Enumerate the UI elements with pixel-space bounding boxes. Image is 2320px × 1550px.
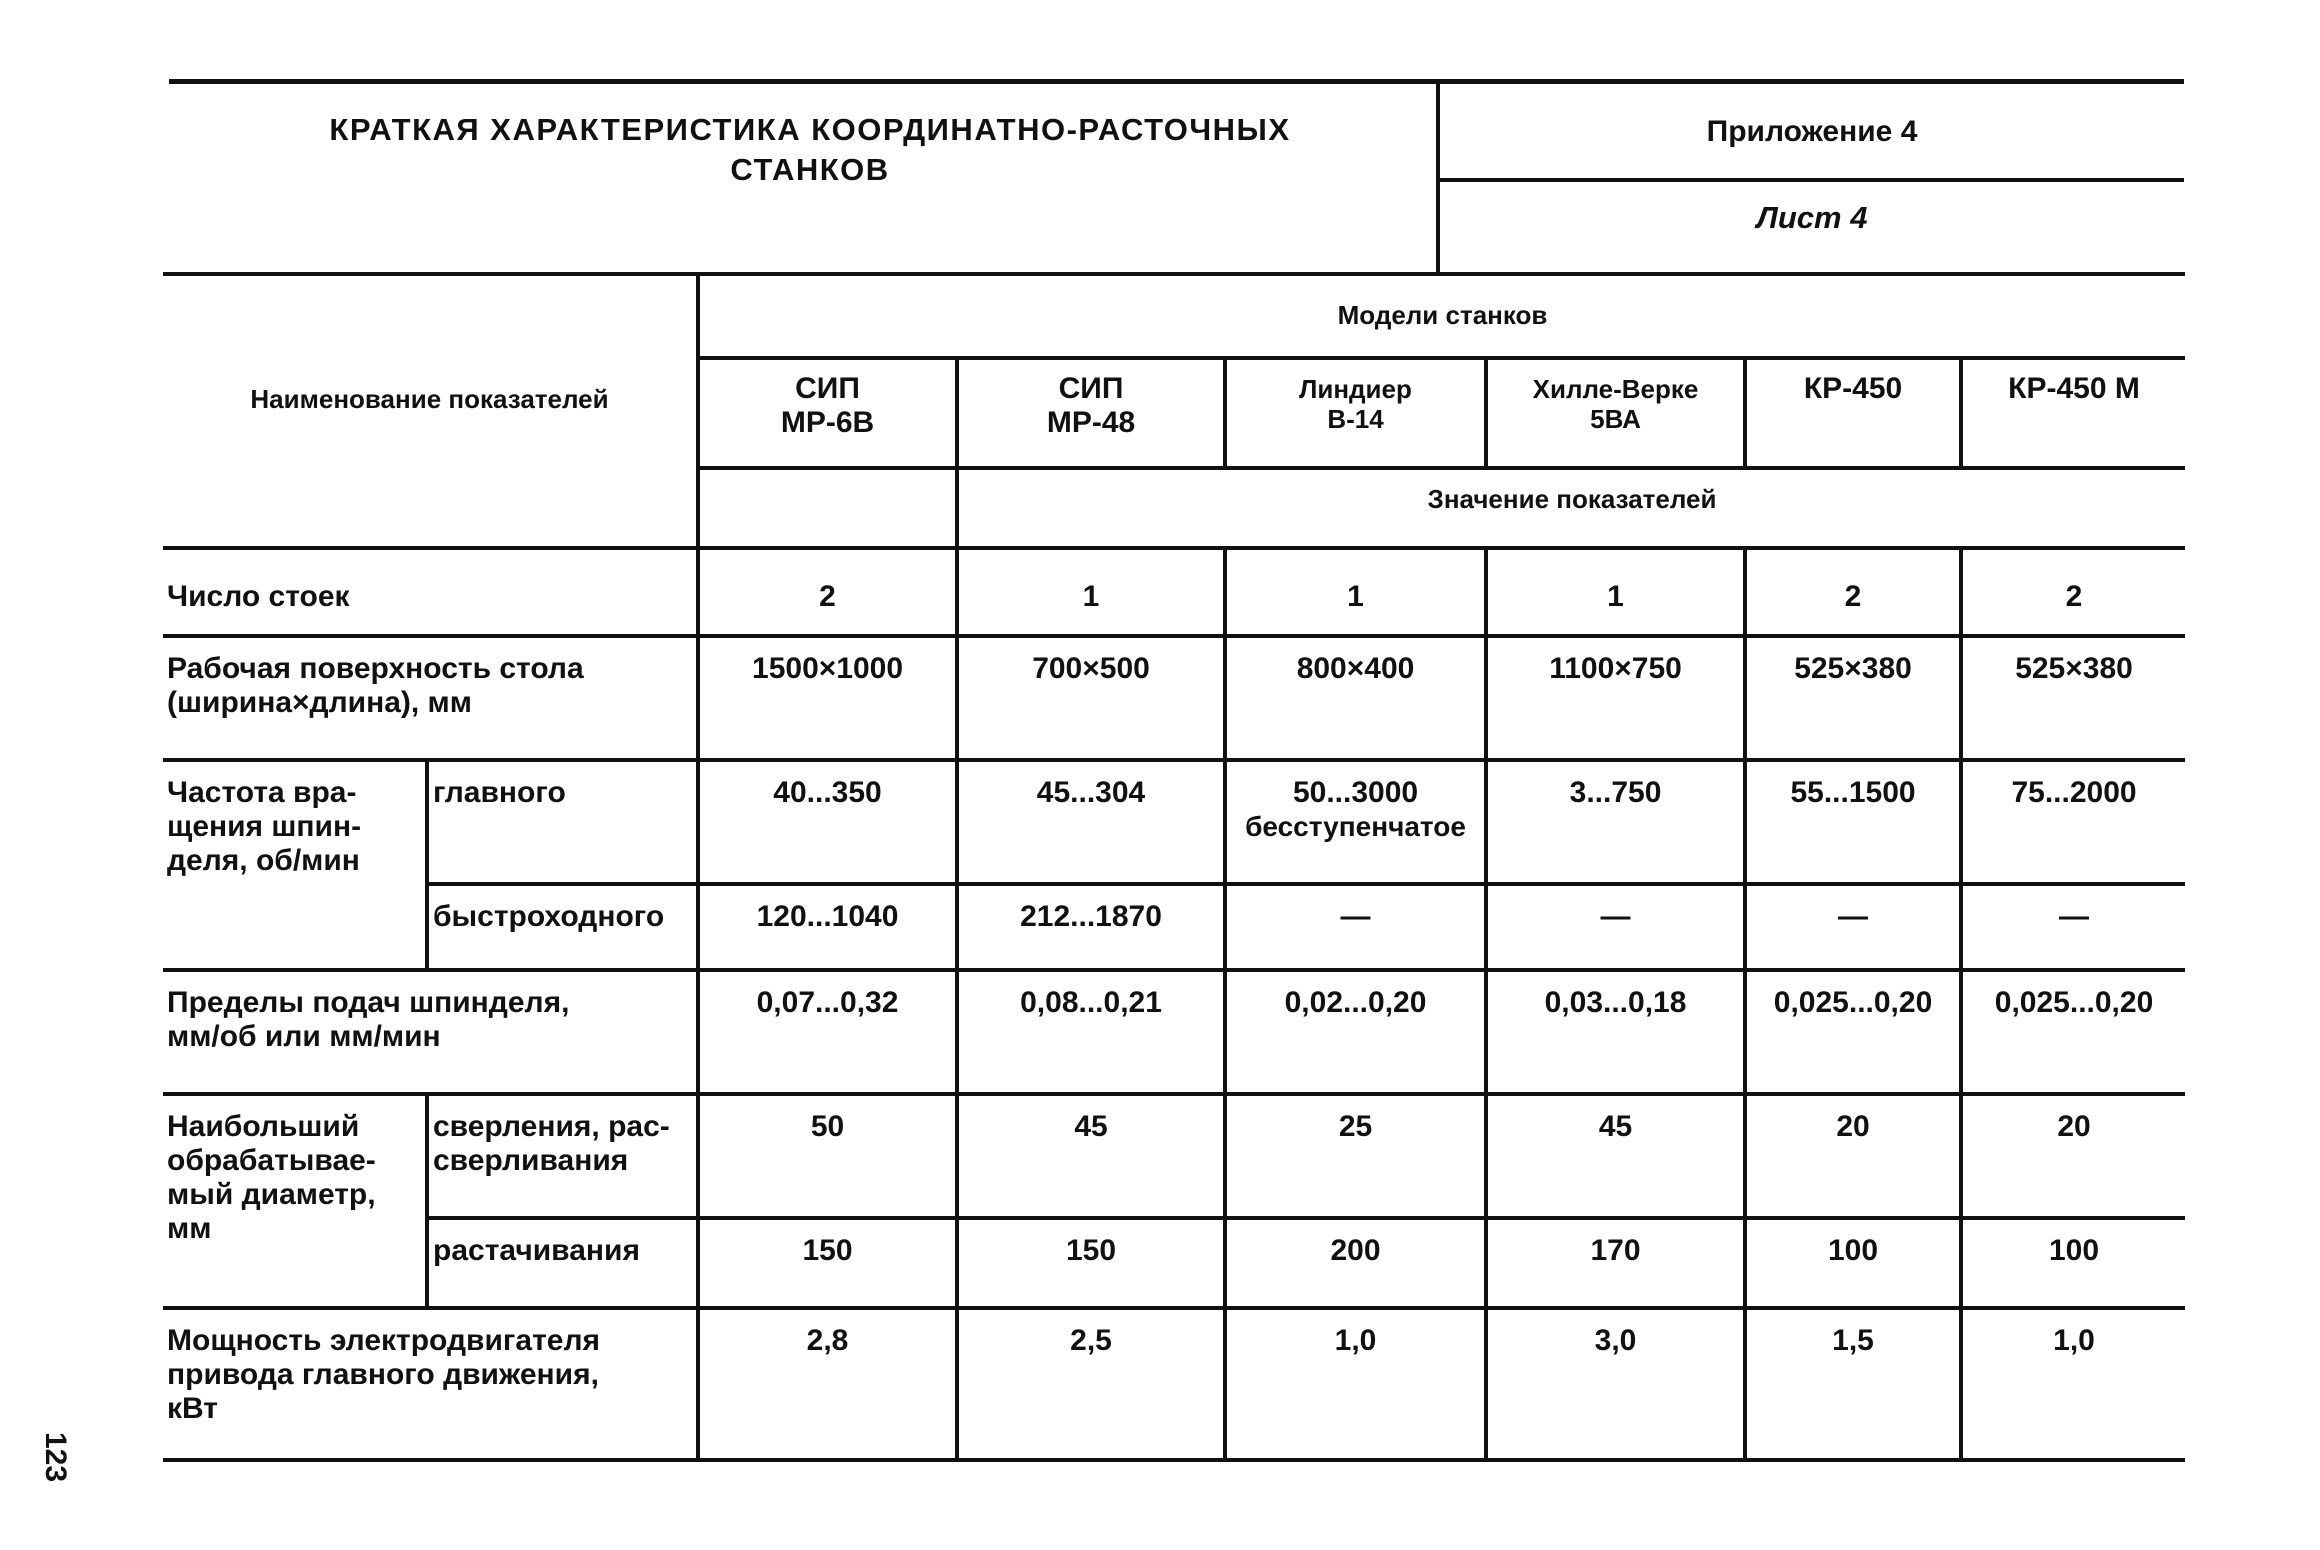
table-row [163, 548, 2185, 636]
model-cell [1486, 358, 1745, 468]
row-label-line: сверления, рас- [433, 1110, 670, 1143]
table-cell: 50 [698, 1094, 957, 1218]
table-row [163, 760, 2185, 884]
table-cell: 0,02...0,20 [1225, 970, 1486, 1094]
row-label-line: (ширина×длина), мм [167, 686, 472, 719]
model-cell [1225, 358, 1486, 468]
table-cell: 1100×750 [1486, 636, 1745, 760]
title-line-1: КРАТКАЯ ХАРАКТЕРИСТИКА КООРДИНАТНО-РАСТОЧНЫХ [329, 112, 1291, 147]
model-cell [957, 358, 1225, 468]
table-cell: 100 [1961, 1218, 2185, 1308]
table-cell: 0,07...0,32 [698, 970, 957, 1094]
table-cell: 200 [1225, 1218, 1486, 1308]
model-name: СИП [1058, 372, 1124, 405]
row-label-line: мм [167, 1212, 212, 1245]
row-label-line: Рабочая поверхность стола [167, 652, 584, 685]
table-cell: 25 [1225, 1094, 1486, 1218]
table-row [163, 884, 2185, 970]
sheet-label: Лист 4 [1756, 200, 1868, 235]
model-name: СИП [795, 372, 860, 405]
top-rule [169, 79, 2184, 84]
model-code: МР-6В [780, 406, 875, 439]
table-cell: 0,025...0,20 [1961, 970, 2185, 1094]
row-sublabel: растачивания [427, 1218, 698, 1308]
table-cell: 2 [1745, 548, 1961, 636]
row-label-line: деля, об/мин [167, 844, 360, 877]
row-label-line: мм/об или мм/мин [167, 1020, 441, 1053]
page-number: 123 [39, 1432, 72, 1483]
row-sublabel: главного [427, 760, 698, 884]
table-cell: 150 [957, 1218, 1225, 1308]
machine-spec-table [163, 272, 2185, 1462]
row-label-line: мый диаметр, [167, 1178, 376, 1211]
table-cell [1225, 760, 1486, 884]
table-cell: 1,0 [1961, 1308, 2185, 1460]
model-name: Хилле-Верке [1532, 374, 1699, 404]
table-cell: 212...1870 [957, 884, 1225, 970]
row-label-line: привода главного движения, [167, 1358, 599, 1391]
table-cell: 2,8 [698, 1308, 957, 1460]
row-label [163, 636, 698, 760]
table-cell: — [1486, 884, 1745, 970]
header-mid-rule [1440, 178, 2184, 182]
table-cell: 1 [1225, 548, 1486, 636]
table-row [163, 1308, 2185, 1460]
table-cell: 800×400 [1225, 636, 1486, 760]
row-group-label [163, 760, 427, 970]
row-label-line: сверливания [433, 1144, 629, 1177]
table-cell: 55...1500 [1745, 760, 1961, 884]
table-cell: 0,08...0,21 [957, 970, 1225, 1094]
table-cell: 40...350 [698, 760, 957, 884]
table-cell: 525×380 [1961, 636, 2185, 760]
model-cell [698, 358, 957, 468]
model-name: КР-450 [1803, 372, 1903, 405]
table-row [163, 970, 2185, 1094]
table-row [163, 1218, 2185, 1308]
table-header-row [163, 274, 2185, 358]
table-cell: 1 [957, 548, 1225, 636]
table-cell: 20 [1745, 1094, 1961, 1218]
table-row [163, 1094, 2185, 1218]
values-header: Значение показателей [957, 468, 2185, 548]
model-cell [1961, 358, 2185, 468]
table-cell: 150 [698, 1218, 957, 1308]
appendix-label: Приложение 4 [1706, 115, 1918, 148]
table-cell: — [1961, 884, 2185, 970]
table-cell: 0,03...0,18 [1486, 970, 1745, 1094]
table-cell: 525×380 [1745, 636, 1961, 760]
model-code: В-14 [1327, 404, 1384, 434]
model-cell [1745, 358, 1961, 468]
empty-header-cell [698, 468, 957, 548]
table-cell: 120...1040 [698, 884, 957, 970]
table-cell: 100 [1745, 1218, 1961, 1308]
row-sublabel: быстроходного [427, 884, 698, 970]
model-code: МР-48 [1046, 406, 1136, 439]
table-cell: 3...750 [1486, 760, 1745, 884]
table-cell: 1500×1000 [698, 636, 957, 760]
row-group-label [163, 1094, 427, 1308]
table-cell: 0,025...0,20 [1745, 970, 1961, 1094]
table-row [163, 636, 2185, 760]
table-cell: 2 [698, 548, 957, 636]
header-divider [1436, 79, 1440, 275]
table-cell: 75...2000 [1961, 760, 2185, 884]
row-label-line: щения шпин- [167, 810, 362, 843]
row-label-line: Частота вра- [167, 776, 357, 809]
title-line-2: СТАНКОВ [730, 152, 890, 187]
table-cell: 45 [957, 1094, 1225, 1218]
table-cell: 3,0 [1486, 1308, 1745, 1460]
table-cell: 1 [1486, 548, 1745, 636]
table-cell: 2 [1961, 548, 2185, 636]
table-cell: — [1225, 884, 1486, 970]
model-code: 5ВА [1590, 404, 1641, 434]
row-sublabel [427, 1094, 698, 1218]
models-header: Модели станков [698, 274, 2185, 358]
indicator-header: Наименование показателей [250, 384, 609, 414]
table-cell: 700×500 [957, 636, 1225, 760]
document-title [200, 110, 1420, 190]
table-cell: 20 [1961, 1094, 2185, 1218]
cell-note: бесступенчатое [1245, 811, 1466, 842]
table-cell: 1,0 [1225, 1308, 1486, 1460]
row-label [163, 1308, 698, 1460]
indicator-header-cell [163, 274, 698, 548]
table-cell: 1,5 [1745, 1308, 1961, 1460]
row-label [163, 970, 698, 1094]
table-cell: 170 [1486, 1218, 1745, 1308]
table-cell: — [1745, 884, 1961, 970]
row-label-line: Наибольший [167, 1110, 360, 1143]
row-label-line: кВт [167, 1392, 218, 1425]
cell-value: 50...3000 [1292, 776, 1419, 809]
row-label: Число стоек [163, 548, 698, 636]
table-cell: 45 [1486, 1094, 1745, 1218]
row-label-line: Пределы подач шпинделя, [167, 986, 570, 1019]
model-name: Линдиер [1299, 374, 1412, 404]
table-cell: 45...304 [957, 760, 1225, 884]
row-label-line: обрабатывае- [167, 1144, 376, 1177]
model-name: КР-450 М [2008, 372, 2140, 405]
table-cell: 2,5 [957, 1308, 1225, 1460]
row-label-line: Мощность электродвигателя [167, 1324, 601, 1357]
